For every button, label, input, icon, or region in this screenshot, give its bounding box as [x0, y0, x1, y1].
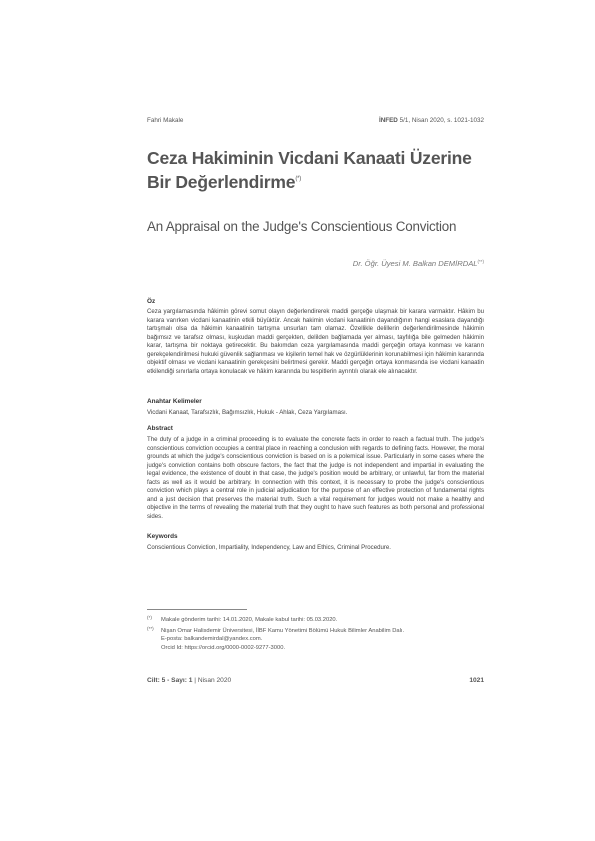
author-footnote-mark: (**) [477, 259, 484, 264]
keywords-tr-body: Vicdani Kanaat, Tarafsızlık, Bağımsızlık, Hukuk - Ahlak, Ceza Yargılaması. [147, 409, 348, 416]
footer-volume [147, 677, 231, 684]
page-number: 1021 [469, 677, 484, 684]
article-title [147, 148, 487, 193]
footnote-1-text: Makale gönderim tarihi: 14.01.2020, Makale kabul tarihi: 05.03.2020. [161, 617, 338, 623]
abstract-en-heading: Abstract [147, 425, 173, 432]
footnote-2-orcid[interactable]: Orcid Id: https://orcid.org/0000-0002-9277-3000. [161, 644, 286, 651]
footer-date: | Nisan 2020 [194, 677, 232, 684]
footnote-divider [147, 609, 247, 610]
footnote-2-mark: (**) [147, 626, 154, 631]
title-footnote-mark: (*) [295, 176, 302, 182]
running-header-journal [379, 117, 484, 124]
running-header-section: Fahri Makale [147, 117, 184, 124]
author-name: Dr. Öğr. Üyesi M. Balkan DEMİRDAL [352, 259, 478, 268]
footnote-1-mark: (*) [147, 615, 152, 620]
footnote-1 [147, 614, 337, 624]
abstract-tr-heading: Öz [147, 298, 156, 305]
footnote-2 [147, 625, 404, 652]
journal-name: İNFED [378, 117, 398, 124]
keywords-tr-heading: Anahtar Kelimeler [147, 398, 202, 405]
english-title: An Appraisal on the Judge's Conscientious Conviction [147, 219, 457, 234]
title-line-2 [147, 169, 487, 193]
footnote-2-email[interactable]: E-posta: balkandemirdal@yandex.com. [161, 636, 263, 643]
author-line [353, 259, 484, 268]
abstract-tr-body: Ceza yargılamasında hâkimin görevi somut olayın değerlendirerek maddi gerçeğe ulaşmak bir karara varmaktır. Hâkim bu karara varırken vicdani kanaatinin etkili büyüktür. Ancak hakimin vicdani kanaatinin dayandığının hangi esaslara dayandığı tartışmalı olsa da hâkimin kanaatinin tartışma unsurları tam olamaz. Özellikle delillerin değerlendirilmesinde hâkimin bağımsız ve tarafsız olması, kuşkudan maddi gerçekten, delilden bağlamada yer alması, tayfılığa bile gelmeden hâkimin karar, tartışma bir noktaya getirecektir. Bu bakımdan ceza yargılamasında maddi gerçeğin ortaya konması ve kararın gerekçelendirilmesi hukuki güvenlik sağlanması ve kişilerin temel hak ve özgürlüklerinin korunabilmesi için hâkimin kararında objektif olması ve vicdani kanaatinin gerekçesini belirtmesi gerekir. Maddi gerçeğin ortaya konmasında ise vicdani kanaatin etkilendiği sınırlarla ortaya konulacak ve hâkim kararında bu tespitlerin ayrıntılı olarak ele alınacaktır. [147, 308, 484, 375]
footer-volume-number: Cilt: 5 - Sayı: 1 [147, 677, 193, 684]
footnote-2-affiliation: Nişan Omar Halisdemir Üniversitesi, İİBF Kamu Yönetimi Bölümü Hukuk Bilimler Anabilim Dalı. [161, 628, 405, 634]
issue-info: 5/1, Nisan 2020, s. 1021-1032 [399, 117, 484, 124]
keywords-en-heading: Keywords [147, 533, 178, 540]
title-line-2-text: Bir Değerlendirme [147, 172, 296, 192]
keywords-en-body: Conscientious Conviction, Impartiality, Independency, Law and Ethics, Criminal Procedure. [147, 544, 391, 551]
title-line-1: Ceza Hakiminin Vicdani Kanaati Üzerine [147, 148, 472, 168]
abstract-en-body: The duty of a judge in a criminal proceeding is to evaluate the concrete facts in order to reach a factual truth. The judge's conscientious conviction occupies a central place in reaching a conclusion with regards to defining facts. However, the moral grounds at which the judge's conscientious conviction is based on is a polemical issue. Particularly in some cases where the judge's conviction contains both obscure factors, the fact that the judge is not independent and impartial in evaluating the legal evidence, the existence of doubt in that case, the judge's position would be arbitrary, or unlawful, far from the material facts as well as it would be arbitrary. In connection with this context, it is necessary to probe the judge's conscientious conviction which plays a central role in judicial adjudication for the purpose of an effective protection of fundamental rights and a just decision that preserves the material truth. Such a vital requirement for judges would not make a healthy and objective in the terms of revealing the material truth that they ought to have such features as both personal and professional sides. [147, 436, 484, 520]
